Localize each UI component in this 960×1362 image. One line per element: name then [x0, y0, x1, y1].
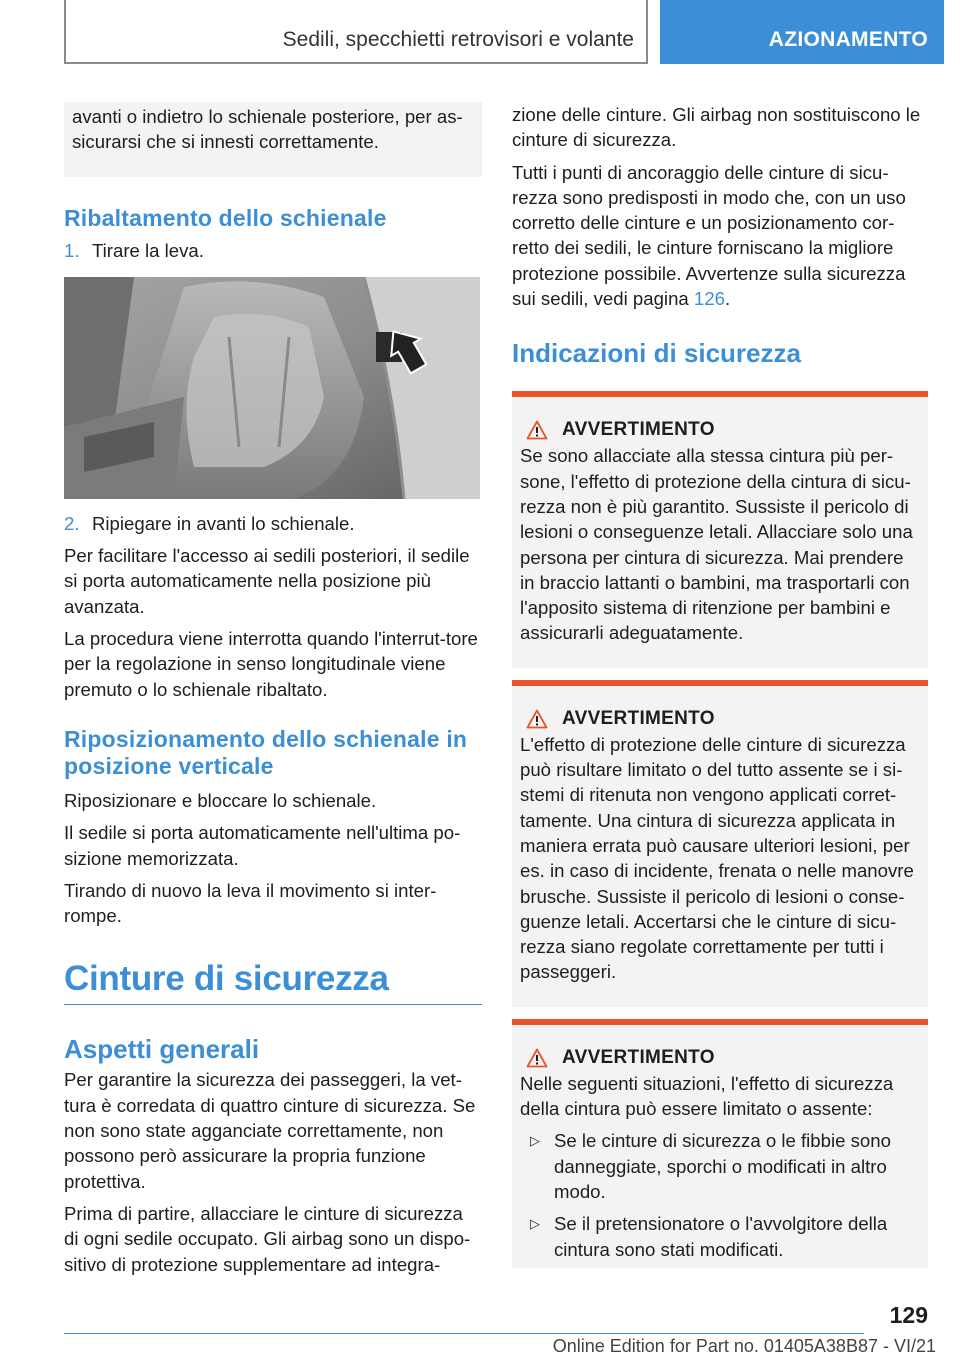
step-text: Tirare la leva. [92, 239, 204, 261]
indicazioni-heading: Indicazioni di sicurezza [512, 338, 801, 369]
cinture-heading: Cinture di sicurezza [64, 959, 389, 999]
header-section-tab [64, 0, 648, 64]
page-reference-link[interactable]: 126 [693, 288, 725, 310]
continued-note-box [64, 102, 482, 177]
header-chapter-title: AZIONAMENTO [768, 28, 928, 51]
bullet-text: Se le cinture di sicurezza o le fibbie sono danneggiate, sporchi o modificati in altro modo. [554, 1130, 891, 1202]
footer-edition: Online Edition for Part no. 01405A38B87 - VI/21 [552, 1336, 936, 1356]
paragraph-tirando: Tirando di nuovo la leva il movimento si inter-rompe. [64, 879, 437, 927]
warning-title: AVVERTIMENTO [562, 1046, 715, 1068]
warning-triangle-icon [526, 420, 548, 440]
paragraph-zione: zione delle cinture. Gli airbag non sostituiscono le cinture di sicurezza. [512, 104, 921, 151]
seat-lever-illustration [64, 277, 480, 499]
aspetti-heading: Aspetti generali [64, 1034, 260, 1065]
step-number: 1. [64, 239, 80, 261]
ribaltamento-heading: Ribaltamento dello schienale [64, 204, 387, 231]
warning-text: Se sono allacciate alla stessa cintura più per-sone, l'effetto di protezione della cintura di sicu-rezza non è più garantito. Sussiste il pericolo di lesioni o conseguenze letali. Allacciare solo una persona per cintura di sicurezza. Mai prendere in braccio lattanti o bambini, ma trasportarli con l'apposito sistema di ritenzione per bambini e assicurarli adeguatamente. [520, 445, 913, 644]
warning-title-row [520, 1047, 920, 1069]
warning-title-row [520, 708, 920, 730]
footer-divider [64, 1333, 864, 1334]
bullet-item [520, 1211, 920, 1262]
bullet-text: Se il pretensionatore o l'avvolgitore della cintura sono stati modificati. [554, 1213, 888, 1260]
warning-title: AVVERTIMENTO [562, 419, 715, 441]
paragraph-garantire: Per garantire la sicurezza dei passeggeri, la vet-tura è corredata di quattro cinture di sicurezza. Se non sono state agganciate correttamente, non possono però assicurare la propria funzione protettiva. [64, 1069, 476, 1192]
triangle-bullet-icon: ▷ [530, 1133, 540, 1149]
seat-lever-photo [64, 277, 480, 499]
paragraph-tutti-text: Tutti i punti di ancoraggio delle cinture di sicu-rezza sono predisposti in modo che, con un uso corretto delle cinture e un posizionamento cor-retto dei sedili, le cinture forniscano la migliore protezione possibile. Avvertenze sulla sicurezza sui sedili, vedi pagina [512, 161, 906, 310]
warning-text: Nelle seguenti situazioni, l'effetto di sicurezza della cintura può essere limitato o assente: [520, 1072, 894, 1120]
warning-triangle-icon [526, 1048, 548, 1068]
header-section-title: Sedili, specchietti retrovisori e volante [282, 28, 634, 51]
warning-triangle-icon [526, 709, 548, 729]
step-text: Ripiegare in avanti lo schienale. [92, 512, 355, 534]
paragraph-tutti-end: . [724, 288, 731, 310]
step-1 [64, 238, 482, 263]
right-column [512, 102, 928, 1268]
paragraph-tutti [512, 160, 928, 312]
step-2 [64, 511, 482, 536]
paragraph-riposizionare: Riposizionare e bloccare lo schienale. [64, 789, 377, 811]
paragraph-facilitare: Per facilitare l'accesso ai sedili posteriori, il sedile si porta automaticamente nella posizione più avanzata. [64, 545, 470, 617]
paragraph-procedura: La procedura viene interrotta quando l'interrut-tore per la regolazione in senso longitudinale viene premuto o lo schienale ribaltato. [64, 628, 478, 700]
warning-box-3 [512, 1019, 928, 1268]
paragraph-prima: Prima di partire, allacciare le cinture di sicurezza di ogni sedile occupato. Gli airbag sono un dispo-sitivo di protezione supplementare ad integra- [64, 1202, 471, 1275]
riposizionamento-heading: Riposizionamento dello schienale in posizione verticale [64, 725, 468, 779]
warning-title-row [520, 419, 920, 441]
paragraph-sedile-ultima: Il sedile si porta automaticamente nell'ultima po-sizione memorizzata. [64, 822, 461, 869]
step-number: 2. [64, 512, 80, 534]
warning-title: AVVERTIMENTO [562, 707, 715, 729]
bullet-item [520, 1128, 920, 1204]
warning-text: L'effetto di protezione delle cinture di sicurezza può risultare limitato o del tutto assente se i si-stemi di ritenuta non vengono applicati corret-tamente. Una cintura di sicurezza applicata in maniera errata può causare ulteriori lesioni, per es. in caso di incidente, frenata o nelle manovre brusche. Sussiste il pericolo di lesioni o conse-guenze letali. Accertarsi che le cinture di sicu-rezza siano regolate correttamente per tutti i passeggeri. [520, 733, 914, 983]
page-number: 129 [889, 1302, 928, 1328]
warning-box-2 [512, 680, 928, 1007]
continued-note-text: avanti o indietro lo schienale posteriore, per as-sicurarsi che si innesti correttamente. [72, 106, 463, 153]
header-chapter-tab [660, 0, 944, 64]
warning-box-1 [512, 391, 928, 667]
triangle-bullet-icon: ▷ [530, 1216, 540, 1232]
cinture-heading-block [64, 958, 482, 1005]
left-column [64, 102, 482, 1284]
